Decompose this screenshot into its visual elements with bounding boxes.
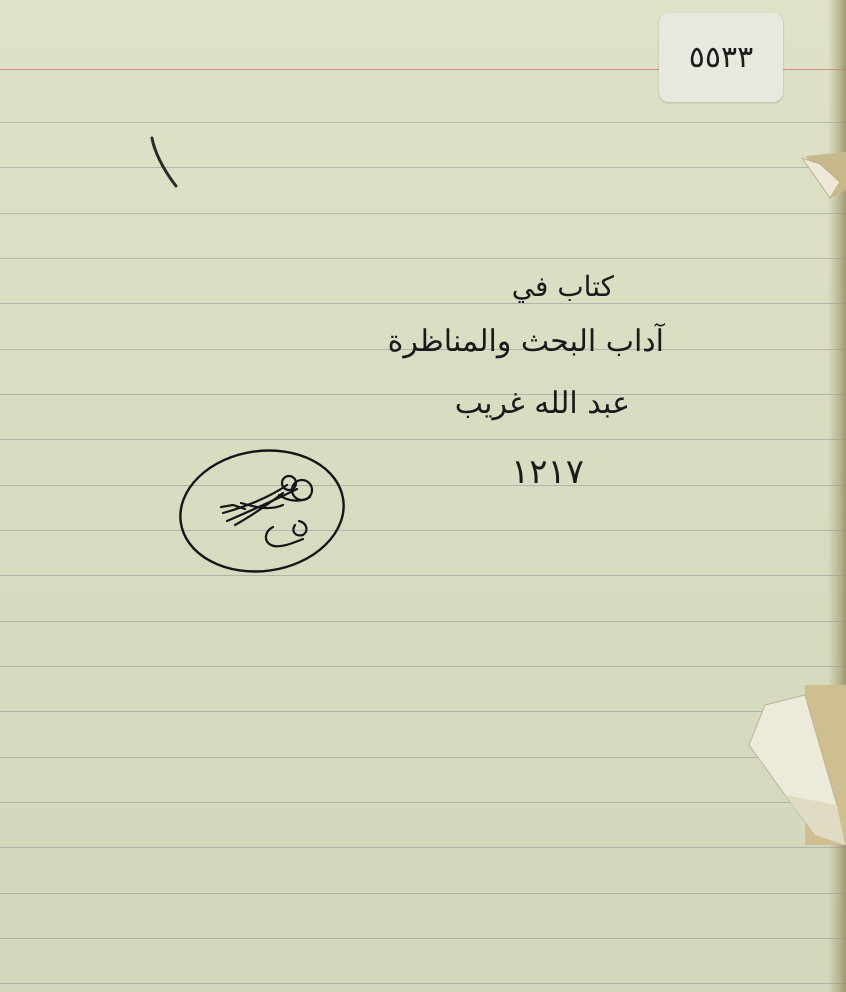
torn-tab-bottom [745,685,846,850]
torn-tab-top [800,150,846,200]
page-mark-stroke [140,130,190,200]
ruled-line [0,439,846,440]
year: ١٢١٧ [510,452,584,492]
ruled-line [0,711,846,712]
ruled-line [0,983,846,984]
page-number-mark [140,130,190,200]
ruled-line [0,530,846,531]
author-name: عبد الله غريب [454,386,630,421]
ownership-stamp [175,445,350,580]
ruled-line [0,303,846,304]
ruled-line [0,847,846,848]
catalog-label [659,13,783,102]
ruled-line [0,757,846,758]
ruled-line [0,122,846,123]
ruled-line [0,167,846,168]
title-line-1: كتاب في [511,270,614,303]
catalog-number: ٥٥٣٣ [688,40,754,75]
ruled-line [0,485,846,486]
ruled-line [0,893,846,894]
ruled-line [0,802,846,803]
ruled-line [0,258,846,259]
ruled-line [0,213,846,214]
ruled-line [0,666,846,667]
ruled-line [0,394,846,395]
ruled-line [0,575,846,576]
ruled-line [0,938,846,939]
ruled-line [0,621,846,622]
title-line-2: آداب البحث والمناظرة [387,324,664,359]
